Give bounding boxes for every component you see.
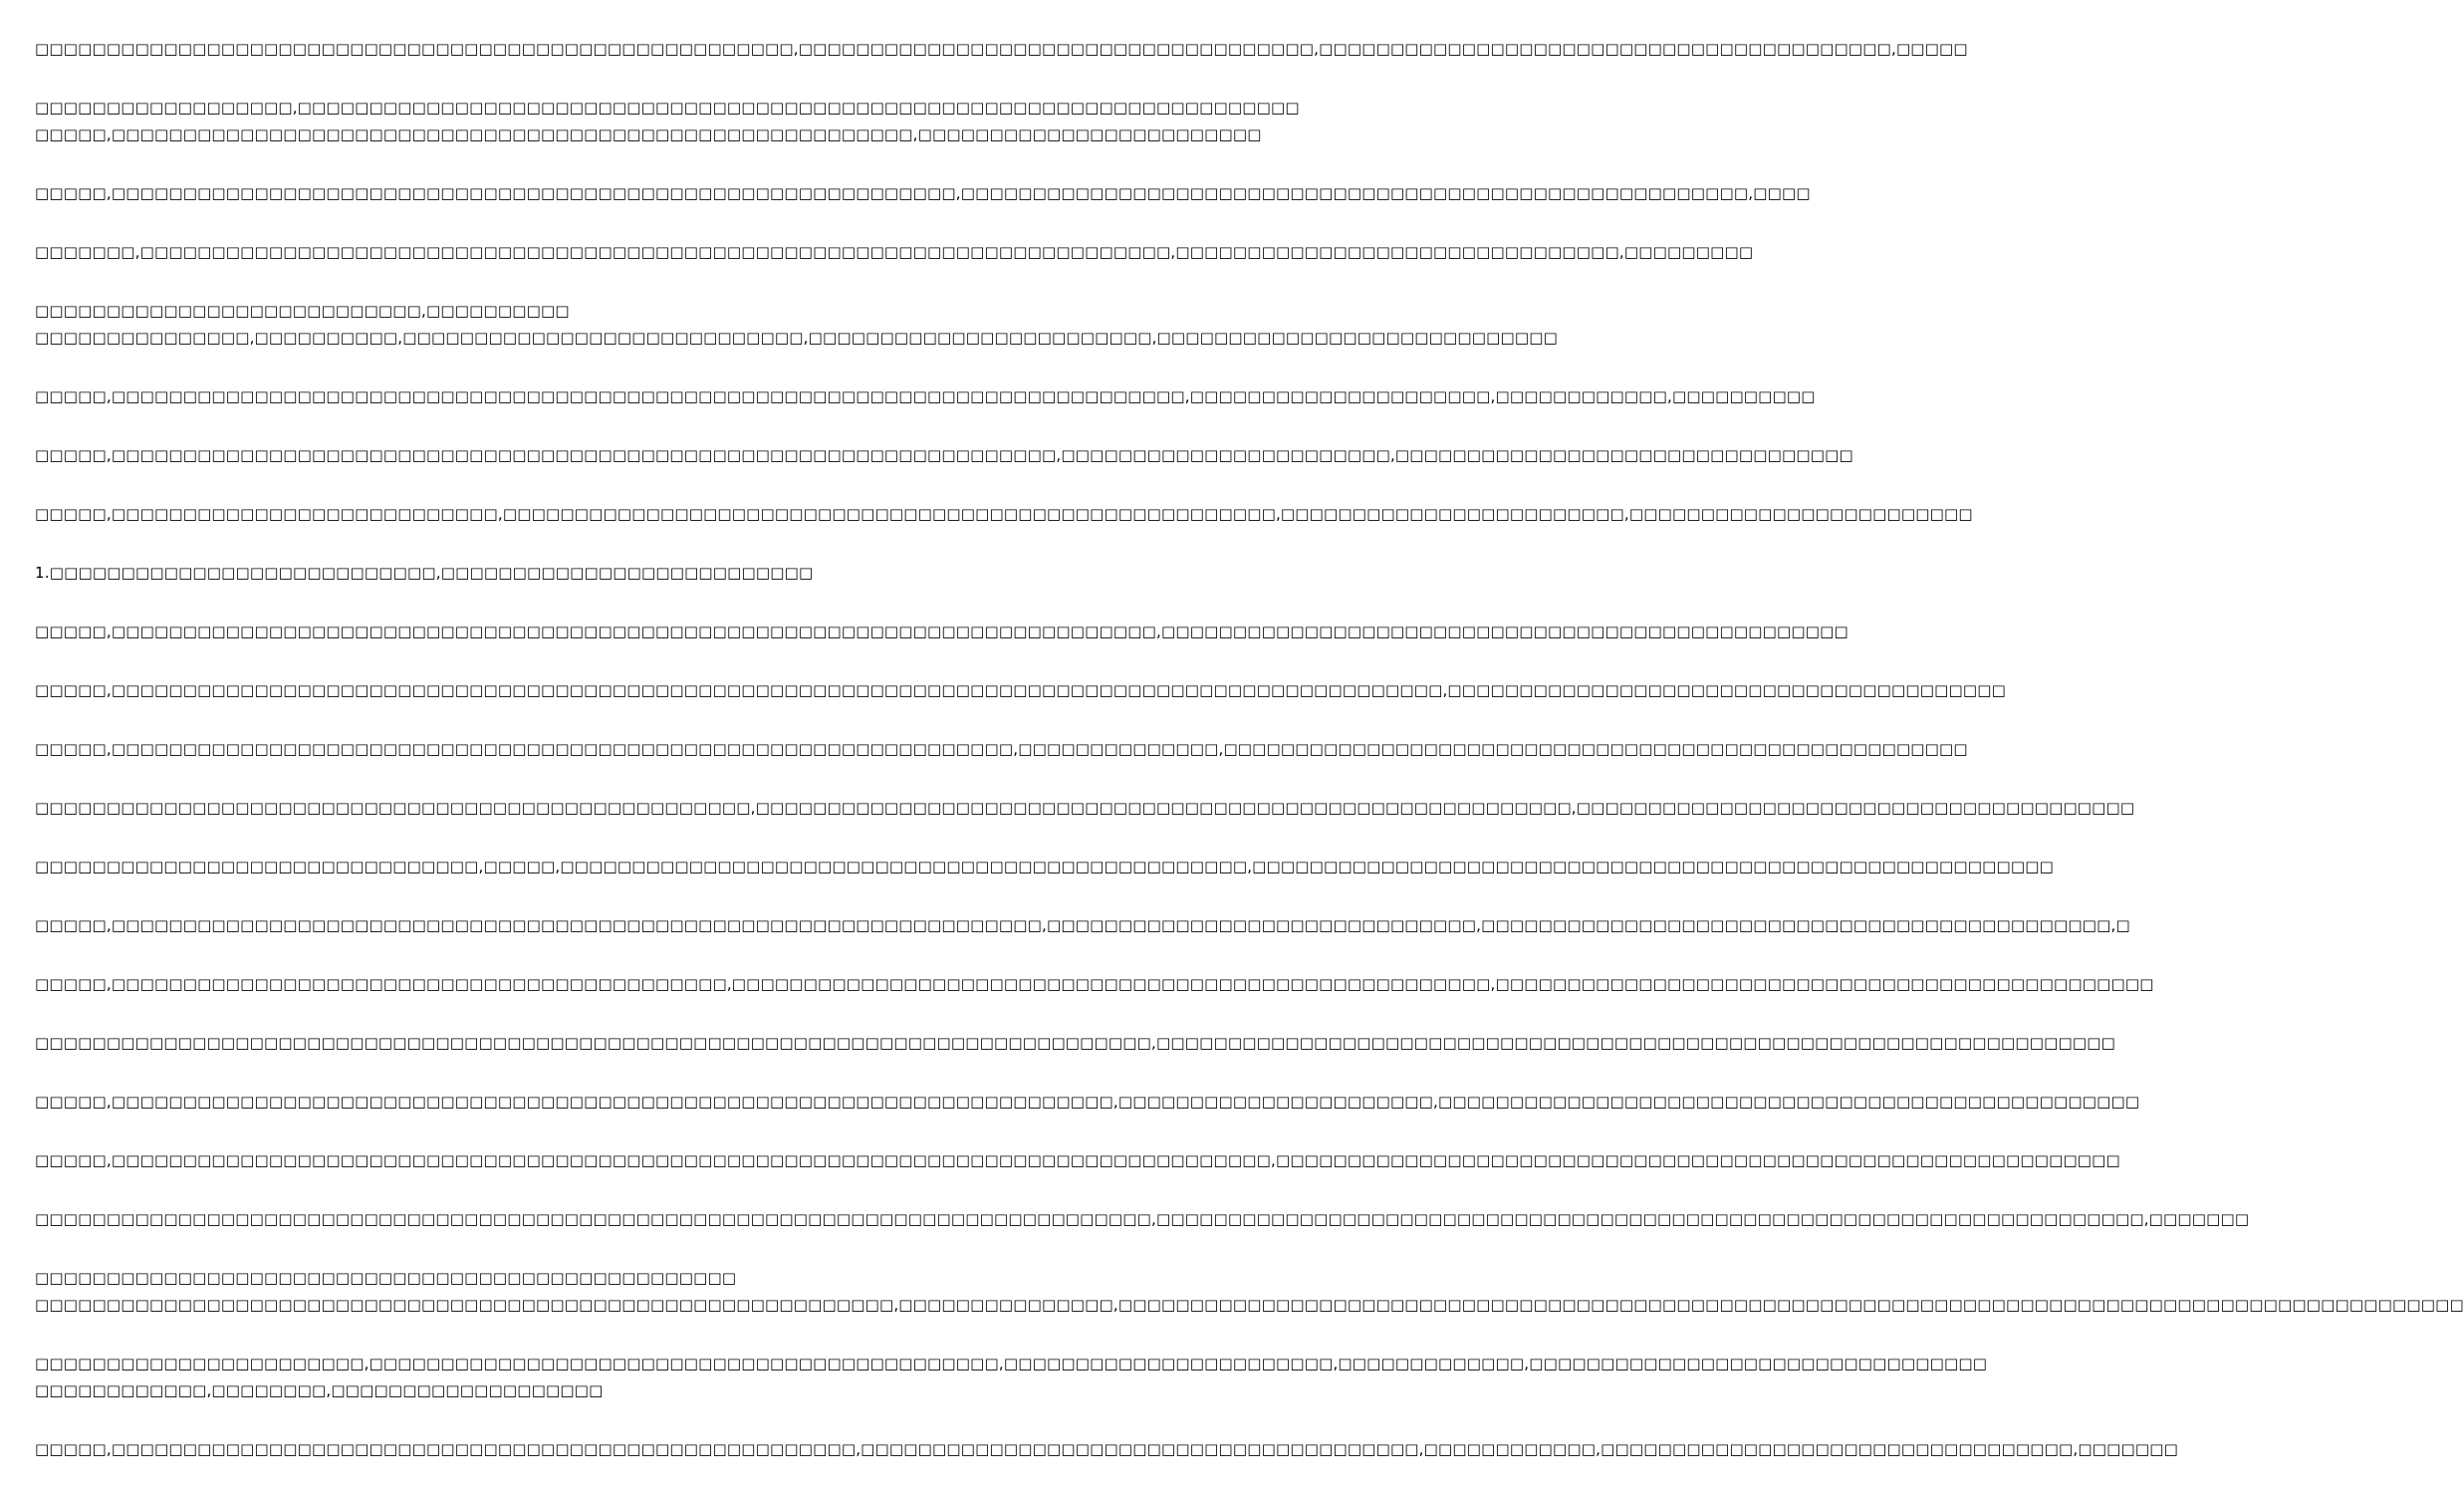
paragraph xyxy=(35,95,1300,148)
text-line: □□□□□□□□□□□□,□□□□□□□□,□□□□□□□□□□□□□□□□□□□ xyxy=(35,1381,604,1399)
paragraph xyxy=(35,1147,2120,1174)
paragraph xyxy=(35,1030,2115,1057)
text-line: □□□□□□□,□□□□□□□□□□□□□□□□□□□□□□□□□□□□□□□□□□□□□□□□□□□□□□□□□□□□□□□□□□□□□□□□□□□□□□□□,□□□□□□□□□□□□□□□□□□□□□□□□□□□□□□□,□□□□□□□□□ xyxy=(35,243,1754,261)
text-line: □□□□□□□□□□□□□□□□□□□□□□□□□□□,□□□□□□□□□□ xyxy=(35,302,570,320)
text-line: □□□□□,□□□□□□□□□□□□□□□□□□□□□□□□□□□□□□□□□□□□□□□□□□□□□□□□□□□□,□□□□□□□□□□□□□□□□□□□□□□□□□□□□□□□□□□□□□□□,□□□□□□□□□□□□,□□□□□□□□□□□□□□□□□□□□□□□□□□□□□□□□□,□□□□□□□ xyxy=(35,1440,2178,1458)
paragraph xyxy=(35,677,2006,704)
paragraph xyxy=(35,971,2154,998)
text-line: □□□□□,□□□□□□□□□□□□□□□□□□□□□□□□□□□□□□□□□□□□□□□□□□□□□□□□□□□□□□□□□□□□□□□□□,□□□□□□□□□□□□□□□□□□□□□□□□□□□□□□,□□□□□□□□□□□□□□□□□□□□□□□□□□□□□□□□□□□□□□□□□□□□,□ xyxy=(35,916,2130,934)
text-line: □□□□□□□□□□□□□□□□□□□□□□□,□□□□□□□□□□□□□□□□□□□□□□□□□□□□□□□□□□□□□□□□□□□□,□□□□□□□□□□□□□□□□□□□□□□□,□□□□□□□□□□□□□,□□□□□□□□□□□□□□□□□□□□□□□□□□□□□□□□ xyxy=(35,1355,1988,1372)
text-line: □□□□□□□□□□□□□□□□□□□□□□□□□□□□□□□□□□□□□□□□□□□□□□□□□ xyxy=(35,1269,737,1287)
text-line: □□□□□,□□□□□□□□□□□□□□□□□□□□□□□□□□□□□□□□□□□□□□□□□□□□□□□□□□□□□□□□□□□□□□□□□□□□□□□□□□□□□□□□□,□□□□□□□□□□□□□□□□□□□□□□□□□□□□□□□□□□□□□□□□□□□□□□□□□□□□□□□□□□□ xyxy=(35,1151,2120,1169)
text-line: □□□□□□□□□□□□□□□□□□□□□□□□□□□□□□□□□□□□□□□□□□□□□□□□□□,□□□□□□□□□□□□□□□□□□□□□□□□□□□□□□□□□□□□□□□□□□□□□□□□□□□□□□□□□,□□□□□□□□□□□□□□□□□□□□□□□□□□□□□□□□□□□□□□□ xyxy=(35,799,2135,817)
text-line: □□□□□,□□□□□□□□□□□□□□□□□□□□□□□□□□□□□□□□□□□□□□□□□□□□□□□□□□□□□□□□□□□□□□□□□□□□□□□□□□□,□□□□□□□□□□□□□□□□□□□□□,□□□□□□□□□□□□,□□□□□□□□□□ xyxy=(35,387,1816,405)
paragraph xyxy=(35,1206,2250,1233)
paragraph xyxy=(35,619,1848,645)
paragraph xyxy=(35,854,2055,880)
paragraph xyxy=(35,736,1968,763)
paragraph xyxy=(35,442,1853,469)
text-line: □□□□□,□□□□□□□□□□□□□□□□□□□□□□□□□□□□□□□□□□□□□□□□□□□□□□□□□□□□□□□□□□□□□□□,□□□□□□□□□□□□□□,□□□□□□□□□□□□□□□□□□□□□□□□□□□□□□□□□□□□□□□□□□□□□□□□□□□□ xyxy=(35,740,1968,758)
paragraph xyxy=(35,1351,1988,1404)
text-line: □□□□□,□□□□□□□□□□□□□□□□□□□□□□□□□□□,□□□□□□□□□□□□□□□□□□□□□□□□□□□□□□□□□□□□□□□□□□□□□□□□□□□□□□,□□□□□□□□□□□□□□□□□□□□□□□□,□□□□□□□□□□□□□□□□□□□□□□□□ xyxy=(35,505,1973,523)
text-line: 1.□□□□□□□□□□□□□□□□□□□□□□□□□□□,□□□□□□□□□□□□□□□□□□□□□□□□□□ xyxy=(35,564,814,582)
text-line: □□□□□,□□□□□□□□□□□□□□□□□□□□□□□□□□□□□□□□□□□□□□□□□□□,□□□□□□□□□□□□□□□□□□□□□□□□□□□□□□□□□□□□□□□□□□□□□□□□□□□□□,□□□□□□□□□□□□□□□□□□□□□□□□□□□□□□□□□□□□□□□□□□□□□□ xyxy=(35,975,2154,993)
text-line: □□□□□□□□□□□□□□□□□□□□□□□□□□□□□□□□□□□□□□□□□□□□□□□□□□□□□,□□□□□□□□□□□□□□□□□□□□□□□□□□□□□□□□□□□□,□□□□□□□□□□□□□□□□□□□□□□□□□□□□□□□□□□□□□□□□,□□□□□ xyxy=(35,40,1968,58)
text-line: □□□□□□□□□□□□□□□□□□□□□□□□□□□□□□□,□□□□□,□□□□□□□□□□□□□□□□□□□□□□□□□□□□□□□□□□□□□□□□□□□□□□□□,□□□□□□□□□□□□□□□□□□□□□□□□□□□□□□□□□□□□□□□□□□□□□□□□□□□□□□□□ xyxy=(35,858,2055,875)
text-line: □□□□□,□□□□□□□□□□□□□□□□□□□□□□□□□□□□□□□□□□□□□□□□□□□□□□□□□□□□□□□□□□□□□□□□□□,□□□□□□□□□□□□□□□□□□□□□□□,□□□□□□□□□□□□□□□□□□□□□□□□□□□□□□□□ xyxy=(35,446,1853,464)
paragraph xyxy=(35,501,1973,528)
text-line: □□□□□,□□□□□□□□□□□□□□□□□□□□□□□□□□□□□□□□□□□□□□□□□□□□□□□□□□□□□□□□,□□□□□□□□□□□□□□□□□□□□□□□□ xyxy=(35,125,1262,143)
paragraph xyxy=(35,1265,2464,1319)
text-line: □□□□□□□□□□□□□□□□□□□□□□□□□□□□□□□□□□□□□□□□□□□□□□□□□□□□□□□□□□□□,□□□□□□□□□□□□□□□,□□□□□□□□□□□□□□□□□□□□□□□□□□□□□□□□□□□□□□□□□□□□□□□□□□□□□□□□□□□□□□□□□□□□□□□□□□□□□□□□□□□□□□□□□□□□□□ xyxy=(35,1296,2464,1314)
text-line: □□□□□,□□□□□□□□□□□□□□□□□□□□□□□□□□□□□□□□□□□□□□□□□□□□□□□□□□□□□□□□□□□,□□□□□□□□□□□□□□□□□□□□□□□□□□□□□□□□□□□□□□□□□□□□□□□□□□□□□□□,□□□□ xyxy=(35,184,1811,202)
text-line: □□□□□□□□□□□□□□□□□□□□□□□□□□□□□□□□□□□□□□□□□□□□□□□□□□□□□□□□□□□□□□□□□□□□□□□□□□□□□□,□□□□□□□□□□□□□□□□□□□□□□□□□□□□□□□□□□□□□□□□□□□□□□□□□□□□□□□□□□□□□□□□□□□ xyxy=(35,1034,2115,1052)
paragraph xyxy=(35,912,2130,939)
text-line: □□□□□,□□□□□□□□□□□□□□□□□□□□□□□□□□□□□□□□□□□□□□□□□□□□□□□□□□□□□□□□□□□□□□□□□□□□□□□□□,□□□□□□□□□□□□□□□□□□□□□□□□□□□□□□□□□□□□□□□□□□□□□□□□ xyxy=(35,623,1848,640)
document-page xyxy=(35,36,2464,1495)
paragraph xyxy=(35,36,1968,63)
text-line: □□□□□□□□□□□□□□□,□□□□□□□□□□,□□□□□□□□□□□□□□□□□□□□□□□□□□□□,□□□□□□□□□□□□□□□□□□□□□□□□,□□□□□□□□□□□□□□□□□□□□□□□□□□□□ xyxy=(35,329,1558,347)
paragraph xyxy=(35,795,2135,822)
paragraph xyxy=(35,180,1811,207)
paragraph xyxy=(35,560,985,587)
text-line: □□□□□□□□□□□□□□□□□□,□□□□□□□□□□□□□□□□□□□□□□□□□□□□□□□□□□□□□□□□□□□□□□□□□□□□□□□□□□□□□□□□□□□□□□ xyxy=(35,99,1300,117)
paragraph xyxy=(35,298,1558,352)
paragraph xyxy=(35,239,1754,266)
text-line: □□□□□,□□□□□□□□□□□□□□□□□□□□□□□□□□□□□□□□□□□□□□□□□□□□□□□□□□□□□□□□□□□□□□□□□□□□□□,□□□□□□□□□□□□□□□□□□□□□□,□□□□□□□□□□□□□□□□□□□□□□□□□□□□□□□□□□□□□□□□□□□□□□□□□ xyxy=(35,1093,2140,1111)
paragraph xyxy=(35,1436,2178,1463)
paragraph xyxy=(35,1089,2140,1116)
text-line: □□□□□□□□□□□□□□□□□□□□□□□□□□□□□□□□□□□□□□□□□□□□□□□□□□□□□□□□□□□□□□□□□□□□□□□□□□□□□□,□□□□□□□□□□□□□□□□□□□□□□□□□□□□□□□□□□□□□□□□□□□□□□□□□□□□□□□□□□□□□□□□□□□□□,□□□□□□□ xyxy=(35,1210,2250,1228)
paragraph xyxy=(35,383,1816,410)
text-line: □□□□□,□□□□□□□□□□□□□□□□□□□□□□□□□□□□□□□□□□□□□□□□□□□□□□□□□□□□□□□□□□□□□□□□□□□□□□□□□□□□□□□□□□□□□□□□□□□□□,□□□□□□□□□□□□□□□□□□□□□□□□□□□□□□□□□□□□□□□ xyxy=(35,681,2006,699)
